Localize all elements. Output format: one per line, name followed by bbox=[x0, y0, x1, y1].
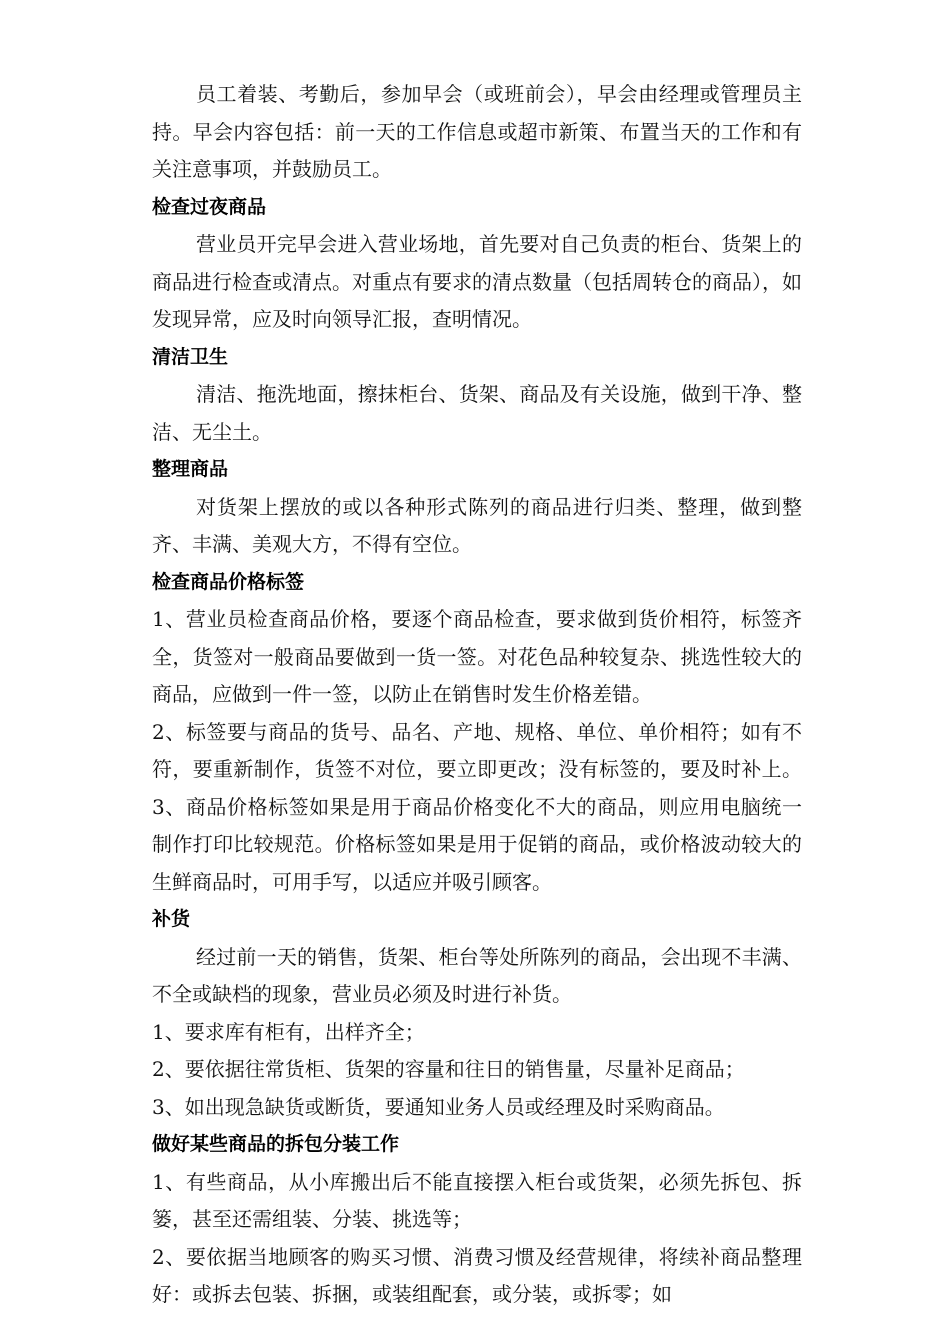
paragraph-check-overnight-goods: 营业员开完早会进入营业场地，首先要对自己负责的柜台、货架上的商品进行检查或清点。对重点有要求的清点数量（包括周转仓的商品），如发现异常，应及时向领导汇报，查明情况。 bbox=[152, 232, 802, 331]
paragraph-morning-meeting: 员工着装、考勤后，参加早会（或班前会），早会由经理或管理员主持。早会内容包括：前一天的工作信息或超市新策、布置当天的工作和有关注意事项，并鼓励员工。 bbox=[152, 82, 802, 181]
heading-check-overnight-goods: 检查过夜商品 bbox=[152, 195, 267, 218]
paragraph-arrange-goods: 对货架上摆放的或以各种形式陈列的商品进行归类、整理，做到整齐、丰满、美观大方，不得有空位。 bbox=[152, 494, 802, 556]
heading-restock: 补货 bbox=[152, 908, 191, 930]
paragraph-price-tags-1: 1、营业员检查商品价格，要逐个商品检查，要求做到货价相符，标签齐全，货签对一般商品要做到一货一签。对花色品种较复杂、挑选性较大的商品，应做到一件一签，以防止在销售时发生价格差错。 bbox=[152, 607, 802, 706]
heading-arrange-goods: 整理商品 bbox=[152, 458, 229, 480]
list-item-unpack-1: 1、有些商品，从小库搬出后不能直接摆入柜台或货架，必须先拆包、拆篓，甚至还需组装、分装、挑选等； bbox=[152, 1169, 802, 1231]
paragraph-cleaning: 清洁、拖洗地面，擦抹柜台、货架、商品及有关设施，做到干净、整洁、无尘土。 bbox=[152, 382, 802, 444]
list-item-unpack-2: 2、要依据当地顾客的购买习惯、消费习惯及经营规律，将续补商品整理好：或拆去包装、拆捆，或装组配套，或分装，或拆零；如 bbox=[152, 1244, 802, 1306]
heading-cleaning: 清洁卫生 bbox=[152, 345, 229, 368]
paragraph-restock: 经过前一天的销售，货架、柜台等处所陈列的商品，会出现不丰满、不全或缺档的现象，营业员必须及时进行补货。 bbox=[152, 944, 802, 1006]
document-page bbox=[152, 76, 802, 1314]
heading-price-tags: 检查商品价格标签 bbox=[152, 570, 305, 593]
paragraph-price-tags-2: 2、标签要与商品的货号、品名、产地、规格、单位、单价相符；如有不符，要重新制作，货签不对位，要立即更改；没有标签的，要及时补上。3、商品价格标签如果是用于商品价格变化不大的商品，则应用电脑统一制作打印比较规范。价格标签如果是用于促销的商品，或价格波动较大的生鲜商品时，可用手写，以适应并吸引顾客。 bbox=[152, 719, 802, 894]
list-item-restock-3: 3、如出现急缺货或断货，要通知业务人员或经理及时采购商品。 bbox=[152, 1094, 725, 1119]
list-item-restock-1: 1、要求库有柜有，出样齐全； bbox=[152, 1019, 425, 1044]
list-item-restock-2: 2、要依据往常货柜、货架的容量和往日的销售量，尽量补足商品； bbox=[152, 1057, 745, 1081]
heading-unpack-repack: 做好某些商品的拆包分装工作 bbox=[152, 1133, 400, 1155]
